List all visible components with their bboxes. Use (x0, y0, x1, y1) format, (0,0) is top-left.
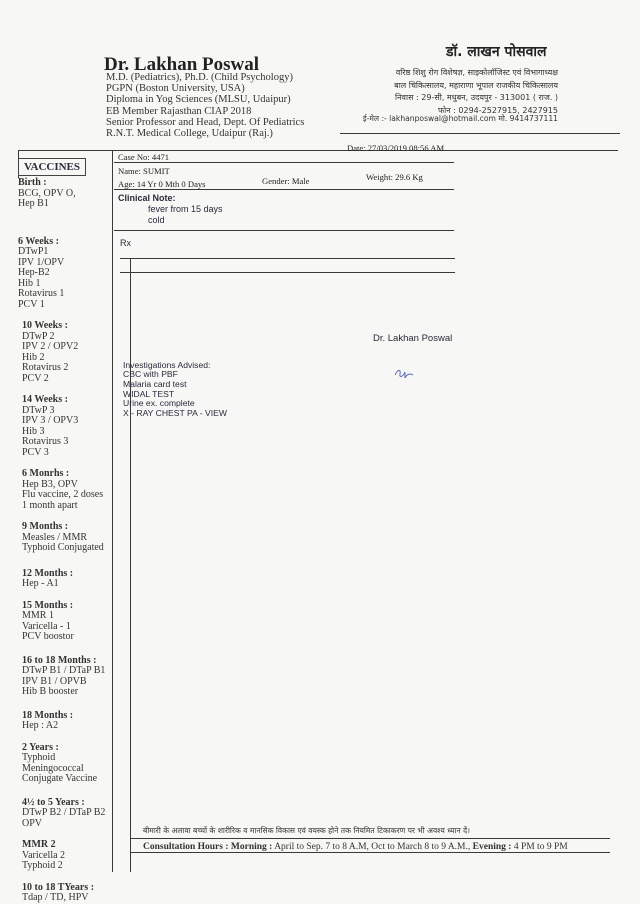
vaccine-item: Tdap / TD, HPV (22, 892, 89, 903)
visit-date: Date: 27/03/2019 08:56 AM (347, 143, 445, 153)
vaccine-item: 1 month apart (22, 499, 78, 511)
vaccine-group-heading: 6 Monrhs : (22, 468, 70, 479)
vaccine-item: Hep B3, OPV (22, 478, 78, 490)
vaccine-group (18, 711, 118, 732)
morning-hours: April to Sep. 7 to 8 A.M, Oct to March 8 to 9 A.M., (274, 842, 471, 852)
vaccine-group-heading: Birth : (18, 177, 47, 188)
investigation-item: WIDAL TEST (123, 388, 175, 399)
header-divider (18, 150, 618, 151)
vaccine-group (18, 237, 118, 311)
clinical-line (114, 230, 454, 231)
hindi-line: वरिष्ठ शिशु रोग विशेषज्ञ, साइकोलॉजिस्ट एवं विभागाध्यक्ष (395, 68, 558, 77)
vaccine-item: IPV 1/OPV (18, 256, 65, 268)
vaccine-group (18, 178, 118, 210)
vaccine-group (18, 321, 118, 384)
qualification-line: PGPN (Boston University, USA) (106, 83, 245, 95)
vaccine-item: IPV 2 / OPV2 (22, 341, 79, 352)
vaccine-item: PCV 3 (22, 446, 49, 458)
patient-age: Age: 14 Yr 0 Mth 0 Days (118, 179, 206, 189)
vaccine-item: Varicella - 1 (22, 620, 71, 632)
qualification-line: Senior Professor and Head, Dept. Of Pediatrics (106, 116, 305, 128)
vaccine-item: Typhoid Conjugated (22, 542, 104, 553)
vaccine-item: DTwP B1 / DTaP B1 (22, 665, 106, 676)
investigation-item: CBC with PBF (123, 369, 178, 379)
vaccine-item: Flu vaccine, 2 doses (22, 489, 104, 500)
patient-name: Name: SUMIT (118, 166, 170, 176)
vaccine-group-heading: 16 to 18 Months : (22, 654, 97, 666)
vaccine-item: Rotavirus 3 (22, 436, 69, 447)
vaccine-item: Hep B1 (18, 198, 49, 209)
vaccine-group-heading: 14 Weeks : (22, 394, 68, 405)
qualification-line: EB Member Rajasthan CIAP 2018 (106, 105, 252, 117)
hindi-line: निवास : 29-सी, मधुबन, उदयपुर - 313001 ( राज. ) (395, 93, 558, 102)
footer-hindi-note: बीमारी के अलावा बच्चों के शारीरिक व मानसिक विकास एवं वयस्क होने तक नियमित टिकाकरण पर भी अवश्य ध्यान दें। (143, 826, 470, 835)
vaccine-item: Hep - A1 (22, 578, 59, 589)
vaccine-item: IPV B1 / OPVB (22, 675, 87, 687)
vaccine-item: PCV 1 (18, 298, 45, 310)
case-line (114, 162, 454, 163)
vaccine-group (18, 656, 118, 698)
vaccine-group-heading: 12 Months : (22, 567, 74, 579)
doctor-name: Dr. Lakhan Poswal (104, 54, 260, 75)
vaccine-item: Rotavirus 2 (22, 362, 69, 373)
investigation-item: X - RAY CHEST PA - VIEW (123, 408, 227, 419)
vaccine-item: BCG, OPV O, (18, 187, 76, 199)
vaccine-item: OPV (22, 817, 43, 829)
vaccine-item: Typhoid 2 (22, 860, 63, 871)
vaccine-group (18, 569, 118, 590)
rx-line-1 (120, 258, 455, 259)
vaccines-title: VACCINES (18, 158, 86, 176)
vaccine-group (18, 395, 118, 458)
qualification-line: Diploma in Yog Sciences (MLSU, Udaipur) (106, 94, 291, 106)
doctor-name-hindi: डॉ. लाखन पोसवाल (446, 44, 547, 60)
rx-line-2 (120, 272, 455, 273)
qualification-line: R.N.T. Medical College, Udaipur (Raj.) (106, 128, 273, 140)
patient-weight: Weight: 29.6 Kg (366, 172, 423, 182)
hindi-address (394, 67, 558, 117)
clinical-note-line: fever from 15 days (148, 204, 223, 214)
vaccine-item: DTwP 3 (22, 404, 55, 416)
vaccine-item: Hib B booster (22, 686, 79, 697)
case-number: Case No: 4471 (118, 152, 170, 162)
vaccine-group (18, 469, 118, 511)
vaccine-item: Hib 1 (18, 277, 41, 289)
vaccine-schedule (18, 178, 118, 904)
vaccine-group-heading: 18 Months : (22, 709, 74, 721)
vaccine-group-heading: 4½ to 5 Years : (22, 796, 85, 808)
vaccine-item: DTwP 2 (22, 330, 55, 342)
vaccine-item: Rotavirus 1 (18, 288, 65, 299)
vaccine-group-heading: 9 Months : (22, 521, 69, 532)
vaccine-group-heading: MMR 2 (22, 839, 56, 850)
qualification-line: M.D. (Pediatrics), Ph.D. (Child Psychology) (106, 72, 293, 83)
clinical-notes (148, 204, 223, 226)
vaccine-group (18, 601, 118, 643)
vaccine-item: DTwP B2 / DTaP B2 (22, 807, 106, 818)
vaccine-item: Typhoid (22, 752, 56, 763)
vaccine-item: DTwP1 (18, 246, 49, 257)
hindi-line: बाल चिकित्सालय, महाराणा भूपाल राजकीय चिकित्सालय (394, 80, 558, 90)
vaccine-group-heading: 10 to 18 TYears : (22, 881, 95, 893)
investigation-item: Malaria card test (123, 378, 187, 389)
investigations-title: Investigations Advised: (123, 360, 211, 370)
rx-label: Rx (120, 238, 131, 248)
vaccine-item: Meningococcal (22, 762, 84, 774)
evening-label: Evening : (472, 842, 512, 852)
investigations-list (123, 370, 227, 419)
vaccine-item: MMR 1 (22, 610, 54, 621)
hindi-line: फोन : 0294-2527915, 2427915 (437, 105, 558, 115)
evening-hours: 4 PM to 9 PM (513, 842, 568, 852)
vaccine-item: Measles / MMR (22, 531, 87, 543)
content-column-divider (130, 258, 131, 872)
vaccine-item: Hib 3 (22, 425, 45, 437)
age-line (114, 189, 454, 190)
vaccine-item: PCV boostor (22, 631, 74, 642)
handwritten-initials (393, 366, 415, 380)
vaccine-item: Hep : A2 (22, 720, 59, 731)
consult-label: Consultation Hours : (143, 842, 229, 852)
consultation-hours (143, 842, 568, 852)
qualifications (106, 72, 304, 139)
footer-line-top (130, 838, 610, 839)
vaccine-group (18, 840, 118, 872)
vaccine-group (18, 883, 118, 904)
vaccine-group-heading: 15 Months : (22, 599, 74, 611)
vaccine-group-heading: 6 Weeks : (18, 235, 59, 247)
vaccine-group-heading: 2 Years : (22, 741, 59, 753)
clinical-note-line: cold (148, 215, 165, 225)
footer-line-mid (130, 852, 610, 853)
vaccine-item: Hib 2 (22, 351, 45, 363)
vaccine-item: Hep-B2 (18, 267, 50, 278)
investigation-item: Urine ex. complete (123, 398, 195, 409)
doctor-signature-name: Dr. Lakhan Poswal (373, 333, 453, 344)
vaccine-group (18, 522, 118, 554)
patient-gender: Gender: Male (262, 176, 310, 186)
vaccine-item: Conjugate Vaccine (22, 773, 98, 784)
vaccine-item: PCV 2 (22, 372, 49, 384)
vaccine-group (18, 743, 118, 785)
email-line: ई-मेल :- lakhanposwal@hotmail.com मो. 9414737111 (362, 114, 558, 123)
morning-label: Morning : (230, 842, 273, 852)
vaccine-group (18, 798, 118, 830)
vaccine-item: IPV 3 / OPV3 (22, 415, 79, 426)
vaccine-group-heading: 10 Weeks : (22, 320, 68, 331)
header-divider-right (340, 133, 620, 134)
vaccine-item: Varicella 2 (22, 849, 66, 861)
clinical-note-label: Clinical Note: (118, 193, 176, 203)
